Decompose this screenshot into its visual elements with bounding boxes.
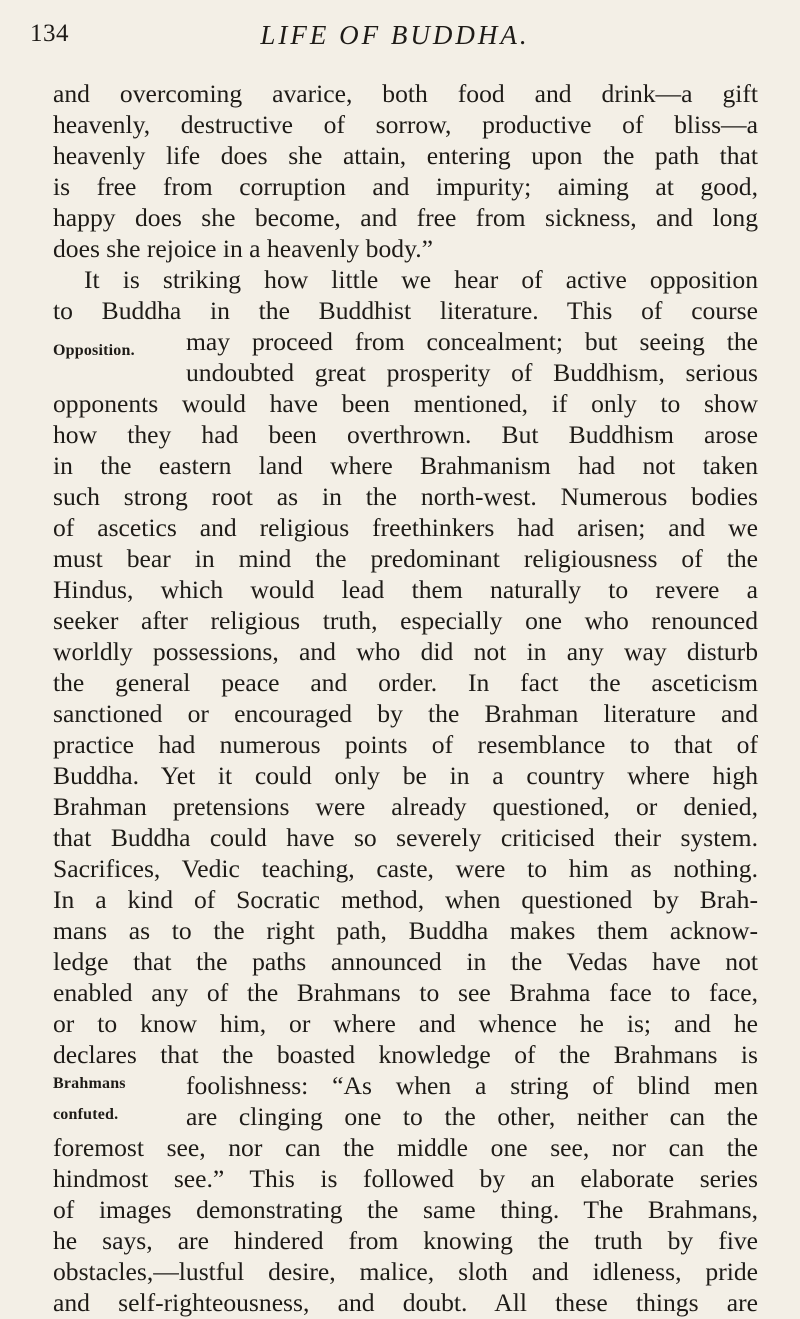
text-line: heavenly, destructive of sorrow, productive of bliss—a (53, 110, 758, 139)
text-line: may proceed from concealment; but seeing the (186, 327, 758, 356)
text-line: foolishness: “As when a string of blind men (186, 1071, 758, 1100)
sidenote-confuted: confuted. (53, 1106, 119, 1123)
text-line: obstacles,—lustful desire, malice, sloth and idleness, pride (53, 1257, 758, 1286)
page-header (30, 20, 760, 60)
text-line: opponents would have been mentioned, if only to show (53, 389, 758, 418)
text-line: Brahman pretensions were already questioned, or denied, (53, 792, 758, 821)
text-line: Sacrifices, Vedic teaching, caste, were to him as nothing. (53, 854, 758, 883)
text-line: how they had been overthrown. But Buddhism arose (53, 420, 758, 449)
text-line: sanctioned or encouraged by the Brahman literature and (53, 699, 758, 728)
text-line: It is striking how little we hear of active opposition (84, 265, 758, 294)
text-line: hindmost see.” This is followed by an elaborate series (53, 1164, 758, 1193)
sidenote-brahmans: Brahmans (53, 1075, 126, 1092)
text-line: of ascetics and religious freethinkers had arisen; and we (53, 513, 758, 542)
text-line: are clinging one to the other, neither can the (186, 1102, 758, 1131)
text-line: heavenly life does she attain, entering upon the path that (53, 141, 758, 170)
text-line: ledge that the paths announced in the Vedas have not (53, 947, 758, 976)
text-line: to Buddha in the Buddhist literature. This of course (53, 296, 758, 325)
text-line: worldly possessions, and who did not in any way disturb (53, 637, 758, 666)
text-line: Hindus, which would lead them naturally to revere a (53, 575, 758, 604)
text-line: foremost see, nor can the middle one see, nor can the (53, 1133, 758, 1162)
text-line: and self-righteousness, and doubt. All these things are (53, 1288, 758, 1317)
text-line: declares that the boasted knowledge of the Brahmans is (53, 1040, 758, 1069)
text-line: mans as to the right path, Buddha makes them acknow- (53, 916, 758, 945)
text-line: of images demonstrating the same thing. The Brahmans, (53, 1195, 758, 1224)
text-line: such strong root as in the north-west. Numerous bodies (53, 482, 758, 511)
text-line: he says, are hindered from knowing the truth by five (53, 1226, 758, 1255)
text-line: In a kind of Socratic method, when questioned by Brah- (53, 885, 758, 914)
text-line: does she rejoice in a heavenly body.” (53, 234, 433, 263)
text-line: practice had numerous points of resemblance to that of (53, 730, 758, 759)
running-title: LIFE OF BUDDHA. (260, 20, 530, 50)
text-line: Buddha. Yet it could only be in a country where high (53, 761, 758, 790)
text-line: happy does she become, and free from sickness, and long (53, 203, 758, 232)
text-line: or to know him, or where and whence he is; and he (53, 1009, 758, 1038)
text-line: and overcoming avarice, both food and drink—a gift (53, 79, 758, 108)
text-line: is free from corruption and impurity; aiming at good, (53, 172, 758, 201)
text-line: enabled any of the Brahmans to see Brahma face to face, (53, 978, 758, 1007)
page-number: 134 (30, 20, 69, 47)
text-line: that Buddha could have so severely criticised their system. (53, 823, 758, 852)
sidenote-opposition: Opposition. (53, 342, 135, 359)
text-line: undoubted great prosperity of Buddhism, serious (186, 358, 758, 387)
text-line: the general peace and order. In fact the asceticism (53, 668, 758, 697)
text-line: seeker after religious truth, especially one who renounced (53, 606, 758, 635)
text-line: in the eastern land where Brahmanism had not taken (53, 451, 758, 480)
text-line: must bear in mind the predominant religiousness of the (53, 544, 758, 573)
